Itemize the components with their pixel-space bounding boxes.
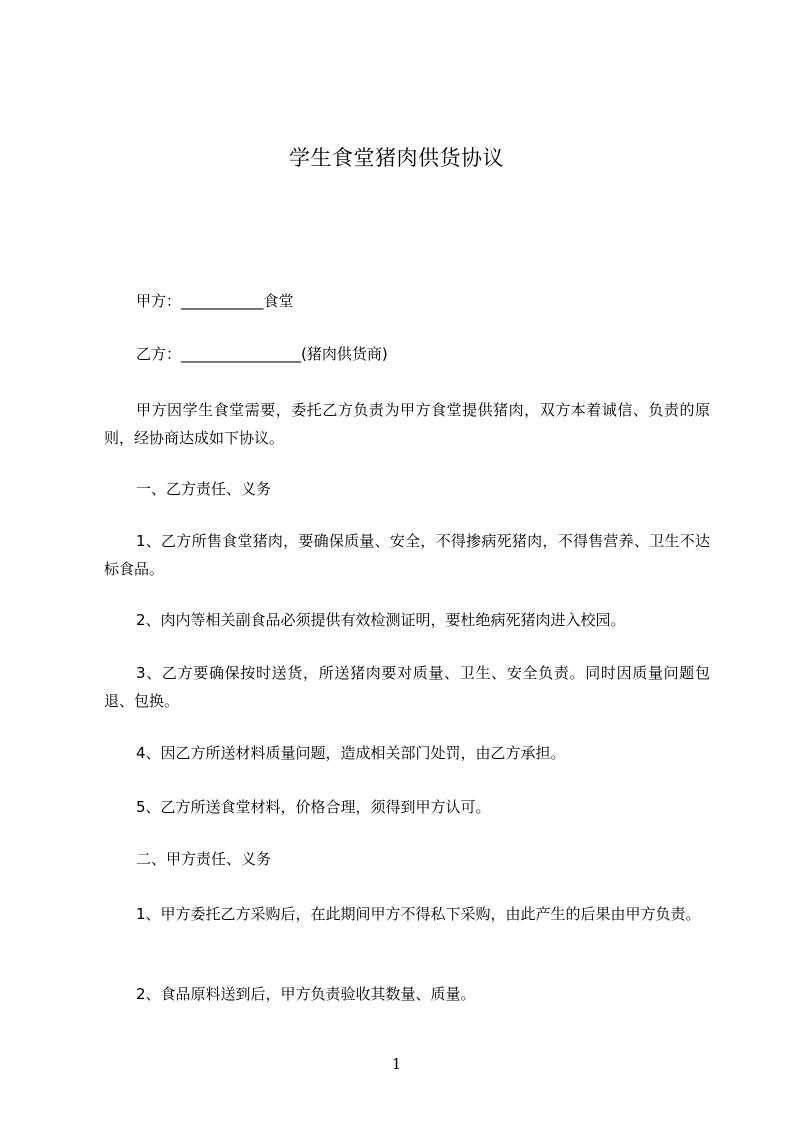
party-a-line: 甲方：___________食堂 (136, 292, 294, 310)
section-1-heading: 一、乙方责任、义务 (136, 480, 272, 498)
intro-paragraph: 甲方因学生食堂需要，委托乙方负责为甲方食堂提供猪肉，双方本着诚信、负责的原则，经协商达成如下协议。 (104, 401, 710, 447)
section-1-item-5: 5、乙方所送食堂材料，价格合理，须得到甲方认可。 (136, 798, 491, 816)
section-2-item-2: 2、食品原料送到后，甲方负责验收其数量、质量。 (136, 985, 476, 1003)
party-b-line: 乙方：________________(猪肉供货商) (136, 345, 388, 363)
section-1-item-1: 1、乙方所售食堂猪肉，要确保质量、安全，不得掺病死猪肉，不得售营养、卫生不达标食品。 (104, 532, 710, 578)
document-title: 学生食堂猪肉供货协议 (289, 146, 504, 170)
section-1-item-2: 2、肉内等相关副食品必须提供有效检测证明，要杜绝病死猪肉进入校园。 (136, 611, 626, 629)
section-2-item-1: 1、甲方委托乙方采购后，在此期间甲方不得私下采购，由此产生的后果由甲方负责。 (136, 905, 701, 923)
section-1-item-3: 3、乙方要确保按时送货，所送猪肉要对质量、卫生、安全负责。同时因质量问题包退、包换。 (104, 664, 710, 710)
section-2-heading: 二、甲方责任、义务 (136, 850, 272, 868)
section-1-item-4: 4、因乙方所送材料质量问题，造成相关部门处罚，由乙方承担。 (136, 744, 566, 762)
page-number: 1 (391, 1055, 402, 1073)
